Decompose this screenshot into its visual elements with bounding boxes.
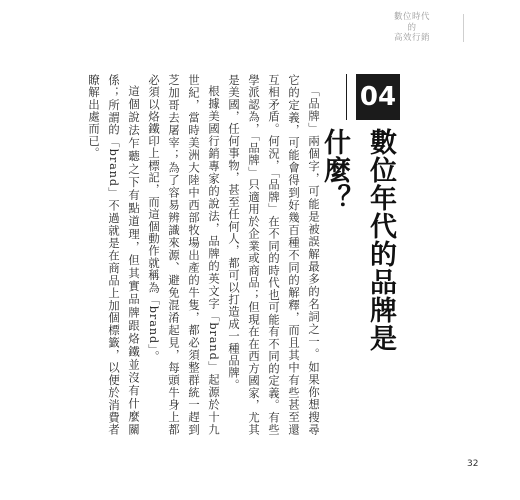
paragraph: 這個說法乍聽之下有點道理，但其實品牌跟烙鐵並沒有什麼關係；所謂的「brand」不過就是在商品上加個標籤，以便於消費者瞭解出處而已。	[87, 74, 140, 436]
running-header	[372, 12, 452, 44]
header-rule	[463, 14, 464, 42]
paragraph: 「品牌」兩個字，可能是被誤解最多的名詞之一。如果你想搜尋它的定義，可能會得到好幾百種不同的解釋，而且其中有些甚至還互相矛盾。何況，「品牌」在不同的時代也可能有不同的定義。有些學派認為，「品牌」只適用於企業或商品；但現在在西方國家，尤其是美國，任何事物，甚至任何人，都可以打造成一種品牌。	[227, 74, 320, 436]
paragraph: 根據美國行銷專家的說法，品牌的英文字「brand」起源於十九世紀，當時美洲大陸中西部牧場出產的牛隻，都必須整群統一趕到芝加哥去屠宰；為了容易辨識來源、避免混淆起見，每頭牛身上都必須以烙鐵印上標記，而這個動作就稱為「brand」。	[147, 74, 220, 436]
header-line-1: 數位時代	[393, 12, 430, 22]
chapter-number-box	[356, 74, 400, 120]
chapter-divider-line	[346, 74, 347, 120]
chapter-number: 04	[359, 82, 397, 112]
header-line-3: 高效行銷	[393, 33, 430, 43]
page-number: 32	[467, 459, 479, 469]
body-text	[83, 74, 323, 436]
header-line-2: 的	[407, 22, 417, 33]
chapter-title: 數位年代的品牌是什麼？	[319, 128, 396, 352]
